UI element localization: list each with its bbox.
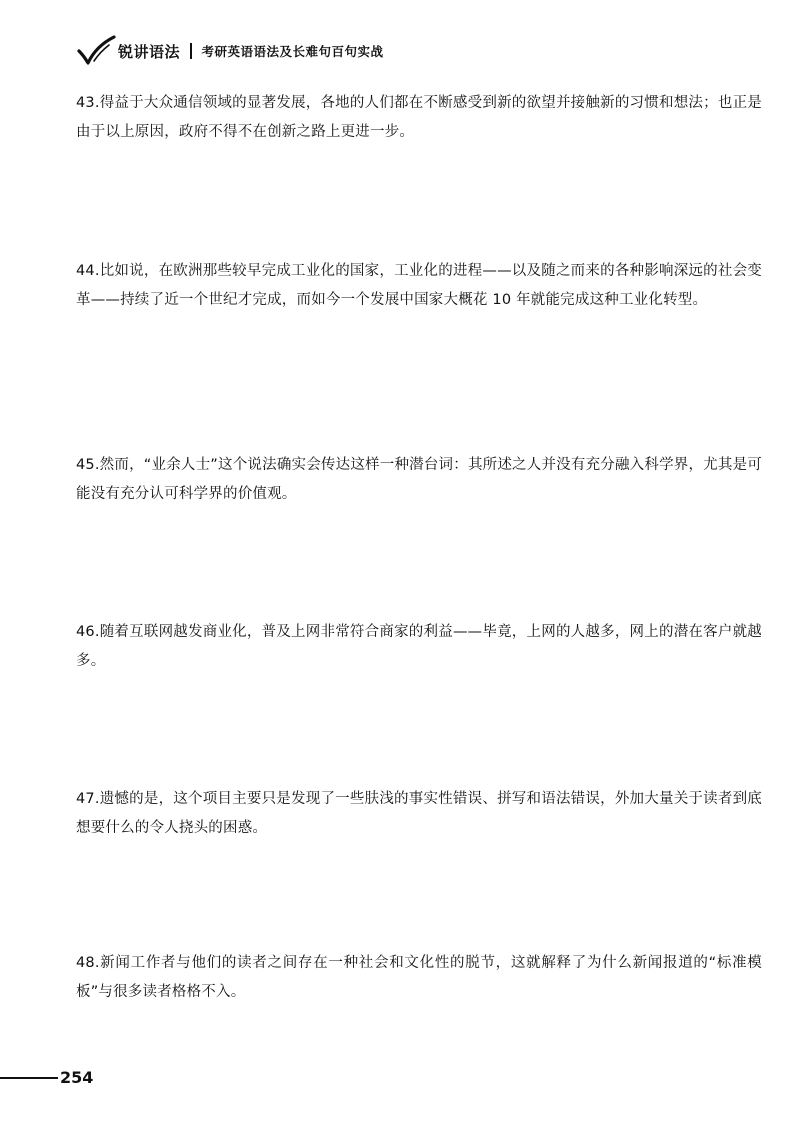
page-number: 254	[60, 1068, 94, 1087]
item-text: 然而，“业余人士”这个说法确实会传达这样一种潜台词：其所述之人并没有充分融入科学界，尤其是可能没有充分认可科学界的价值观。	[76, 457, 762, 502]
item-text: 新闻工作者与他们的读者之间存在一种社会和文化性的脱节，这就解释了为什么新闻报道的“标准模板”与很多读者格格不入。	[76, 955, 762, 1000]
translation-item	[76, 257, 762, 315]
item-number: 45.	[76, 457, 100, 473]
item-text: 遗憾的是，这个项目主要只是发现了一些肤浅的事实性错误、拼写和语法错误，外加大量关于读者到底想要什么的令人挠头的困惑。	[76, 791, 762, 836]
translation-item	[76, 89, 762, 147]
item-number: 43.	[76, 95, 100, 111]
header-divider	[190, 43, 192, 59]
page-footer	[0, 1068, 93, 1087]
footer-rule	[0, 1077, 58, 1079]
item-number: 46.	[76, 624, 100, 640]
translation-item	[76, 451, 762, 509]
item-number: 47.	[76, 791, 100, 807]
running-header	[76, 34, 384, 68]
translation-item	[76, 785, 762, 843]
item-text: 比如说，在欧洲那些较早完成工业化的国家，工业化的进程——以及随之而来的各种影响深远的社会变革——持续了近一个世纪才完成，而如今一个发展中国家大概花 10 年就能完成这种工业化转型。	[76, 263, 762, 308]
item-number: 44.	[76, 263, 100, 279]
translation-item	[76, 949, 762, 1007]
translation-item	[76, 618, 762, 676]
item-text: 随着互联网越发商业化，普及上网非常符合商家的利益——毕竟，上网的人越多，网上的潜在客户就越多。	[76, 624, 762, 669]
checkmark-logo-icon	[76, 34, 116, 68]
book-series-brand: 锐讲语法	[118, 42, 181, 61]
item-number: 48.	[76, 955, 100, 971]
book-title: 考研英语语法及长难句百句实战	[201, 44, 384, 59]
item-text: 得益于大众通信领域的显著发展，各地的人们都在不断感受到新的欲望并接触新的习惯和想法；也正是由于以上原因，政府不得不在创新之路上更进一步。	[76, 95, 762, 140]
